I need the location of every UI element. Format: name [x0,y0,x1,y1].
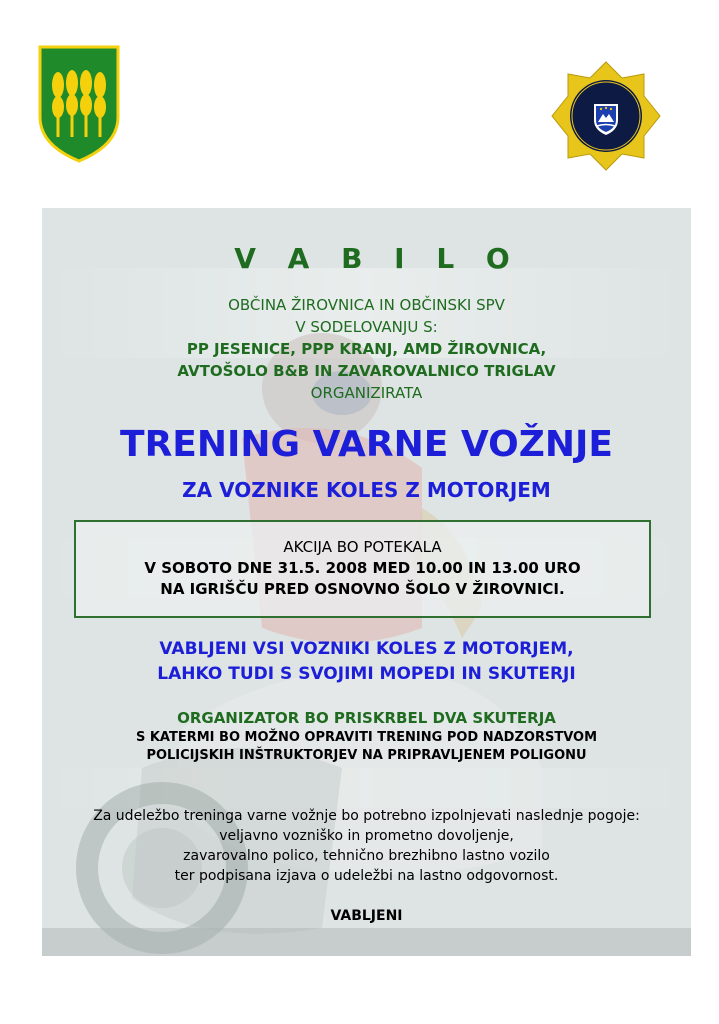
conditions-line-2: veljavno vozniško in prometno dovoljenje, [219,828,514,844]
scooters-line-3: POLICIJSKIH INŠTRUKTORJEV NA PRIPRAVLJENEM POLIGONU [146,748,587,763]
scooters-heading: ORGANIZATOR BO PRISKRBEL DVA SKUTERJA [177,709,556,727]
organizers-line-2: V SODELOVANJU S: [295,318,438,336]
organizers-line-1: OBČINA ŽIROVNICA IN OBČINSKI SPV [228,296,505,314]
organizers-line-5: ORGANIZIRATA [310,384,423,402]
closing-text: VABLJENI [330,908,403,924]
conditions-line-3: zavarovalno polico, tehnično brezhibno lastno vozilo [183,848,550,864]
invitation-heading: V A B I L O [234,242,521,275]
municipal-coat-of-arms-logo [38,45,120,163]
event-subtitle: ZA VOZNIKE KOLES Z MOTORJEM [182,478,551,502]
police-badge-logo [550,60,662,172]
conditions-line-4: ter podpisana izjava o udeležbi na lastno odgovornost. [174,868,559,884]
scooters-line-2: S KATERMI BO MOŽNO OPRAVITI TRENING POD NADZORSTVOM [135,730,598,745]
organizers-line-4: AVTOŠOLO B&B IN ZAVAROVALNICO TRIGLAV [177,362,556,380]
invite-line-2: LAHKO TUDI S SVOJIMI MOPEDI IN SKUTERJI [157,664,576,684]
invitation-poster [42,208,691,956]
event-details-line-1: AKCIJA BO POTEKALA [283,538,442,556]
event-location: NA IGRIŠČU PRED OSNOVNO ŠOLO V ŽIROVNICI. [160,580,565,598]
event-title: TRENING VARNE VOŽNJE [120,424,613,465]
conditions-line-1: Za udeležbo treninga varne vožnje bo potrebno izpolnjevati naslednje pogoje: [93,808,640,824]
event-details-box [74,520,651,618]
organizers-line-3: PP JESENICE, PPP KRANJ, AMD ŽIROVNICA, [186,340,547,358]
invite-line-1: VABLJENI VSI VOZNIKI KOLES Z MOTORJEM, [159,639,574,659]
event-date-time: V SOBOTO DNE 31.5. 2008 MED 10.00 IN 13.00 URO [144,559,581,577]
